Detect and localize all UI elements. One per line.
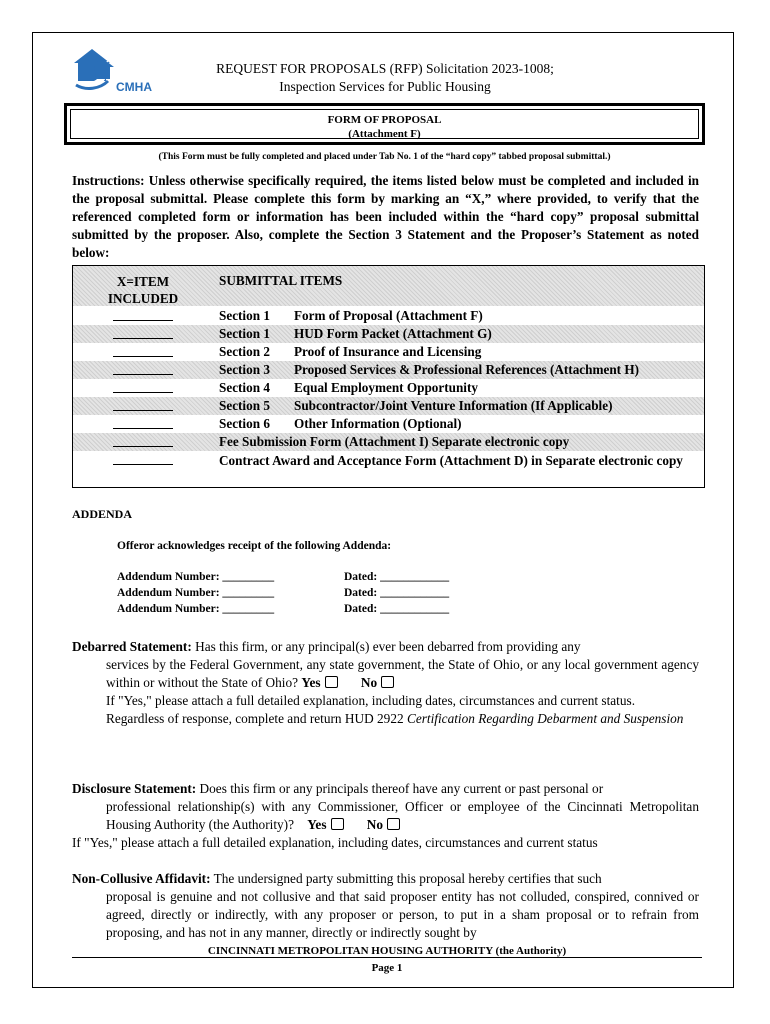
- addendum-row[interactable]: Addendum Number: _________ Dated: ____________: [117, 603, 450, 615]
- debarred-yes-checkbox[interactable]: [325, 676, 338, 688]
- form-subtitle: (Attachment F): [348, 128, 421, 140]
- col-submittal-items: SUBMITTAL ITEMS: [219, 273, 343, 288]
- addenda-title: ADDENDA: [72, 507, 132, 521]
- form-title-box: [64, 103, 705, 145]
- item-check-blank[interactable]: [113, 356, 173, 357]
- item-check-blank[interactable]: [113, 446, 173, 447]
- rfp-header: [150, 60, 620, 96]
- rfp-subtitle: Inspection Services for Public Housing: [279, 79, 491, 94]
- item-check-blank[interactable]: [113, 374, 173, 375]
- debarred-no-checkbox[interactable]: [381, 676, 394, 688]
- col-x-included: X=ITEM INCLUDED: [107, 274, 179, 306]
- rfp-title: REQUEST FOR PROPOSALS (RFP) Solicitation 2023-1008;: [216, 61, 554, 76]
- form-title: FORM OF PROPOSAL: [327, 114, 442, 126]
- disclosure-statement: Disclosure Statement: Does this firm or any principals thereof have any current or past personal or professional relationship(s) with any Commissioner, Officer or employee of the Cincinnati Metropolitan Housing Authority (the Authority)? Yes No If "Yes," please attach a full detailed explanation, including dates, circumstances and current status: [72, 781, 699, 850]
- table-row: Fee Submission Form (Attachment I) Separate electronic copy: [73, 433, 704, 451]
- cmha-logo: [72, 45, 156, 95]
- disclosure-yes-label: Yes: [307, 817, 327, 832]
- table-row: Contract Award and Acceptance Form (Attachment D) in Separate electronic copy: [73, 451, 704, 487]
- debarred-statement: Debarred Statement: Has this firm, or any principal(s) ever been debarred from providing any services by the Federal Government, any state government, the State of Ohio, or any local government agency within or without the State of Ohio? Yes No If "Yes," please attach a full detailed explanation, including dates, circumstances and current status. Regardless of response, complete and return HUD 2922 Certification Regarding Debarment and Suspension: [72, 639, 699, 726]
- logo-text: CMHA: [116, 80, 152, 94]
- page-number: Page 1: [371, 962, 403, 974]
- form-note: (This Form must be fully completed and placed under Tab No. 1 of the “hard copy” tabbed proposal submittal.): [158, 152, 611, 162]
- item-check-blank[interactable]: [113, 392, 173, 393]
- table-row: Section 4 Equal Employment Opportunity: [73, 379, 704, 397]
- footer-org: CINCINNATI METROPOLITAN HOUSING AUTHORITY (the Authority): [207, 945, 567, 957]
- addendum-row[interactable]: Addendum Number: _________ Dated: ____________: [117, 571, 450, 583]
- item-check-blank[interactable]: [113, 338, 173, 339]
- instructions: Instructions: Unless otherwise specifically required, the items listed below must be completed and included in the proposal submittal. Please complete this form by marking an “X,” where provided, to verify that the referenced completed form or information has been included within the “hard copy” proposal submittal submitted by the proposer. Also, complete the Section 3 Statement and the Proposer’s Statement as noted below:: [72, 173, 699, 260]
- addendum-row[interactable]: Addendum Number: _________ Dated: ____________: [117, 587, 450, 599]
- debarred-no-label: No: [360, 675, 378, 690]
- disclosure-yes-checkbox[interactable]: [331, 818, 344, 830]
- item-check-blank[interactable]: [113, 428, 173, 429]
- addenda-ack: Offeror acknowledges receipt of the following Addenda:: [117, 540, 392, 552]
- table-row: Section 1 Form of Proposal (Attachment F): [73, 307, 704, 325]
- item-check-blank[interactable]: [113, 410, 173, 411]
- submittal-items-table: [72, 265, 705, 488]
- footer-divider: [72, 957, 702, 958]
- table-row: Section 5 Subcontractor/Joint Venture Information (If Applicable): [73, 397, 704, 415]
- non-collusive-affidavit: Non-Collusive Affidavit: The undersigned party submitting this proposal hereby certifies that such proposal is genuine and not collusive and that said proposer entity has not colluded, conspired, connived or agreed, directly or indirectly, with any proposer or person, to put in a sham proposal or to refrain from proposing, and has not in any manner, directly or indirectly sought by: [72, 871, 699, 940]
- debarred-yes-label: Yes: [301, 675, 321, 690]
- table-row: Section 3 Proposed Services & Professional References (Attachment H): [73, 361, 704, 379]
- table-row: Section 6 Other Information (Optional): [73, 415, 704, 433]
- item-check-blank[interactable]: [113, 464, 173, 465]
- table-row: Section 2 Proof of Insurance and Licensing: [73, 343, 704, 361]
- item-check-blank[interactable]: [113, 320, 173, 321]
- disclosure-no-label: No: [366, 817, 384, 832]
- disclosure-no-checkbox[interactable]: [387, 818, 400, 830]
- table-header: [73, 266, 704, 306]
- table-row: Section 1 HUD Form Packet (Attachment G): [73, 325, 704, 343]
